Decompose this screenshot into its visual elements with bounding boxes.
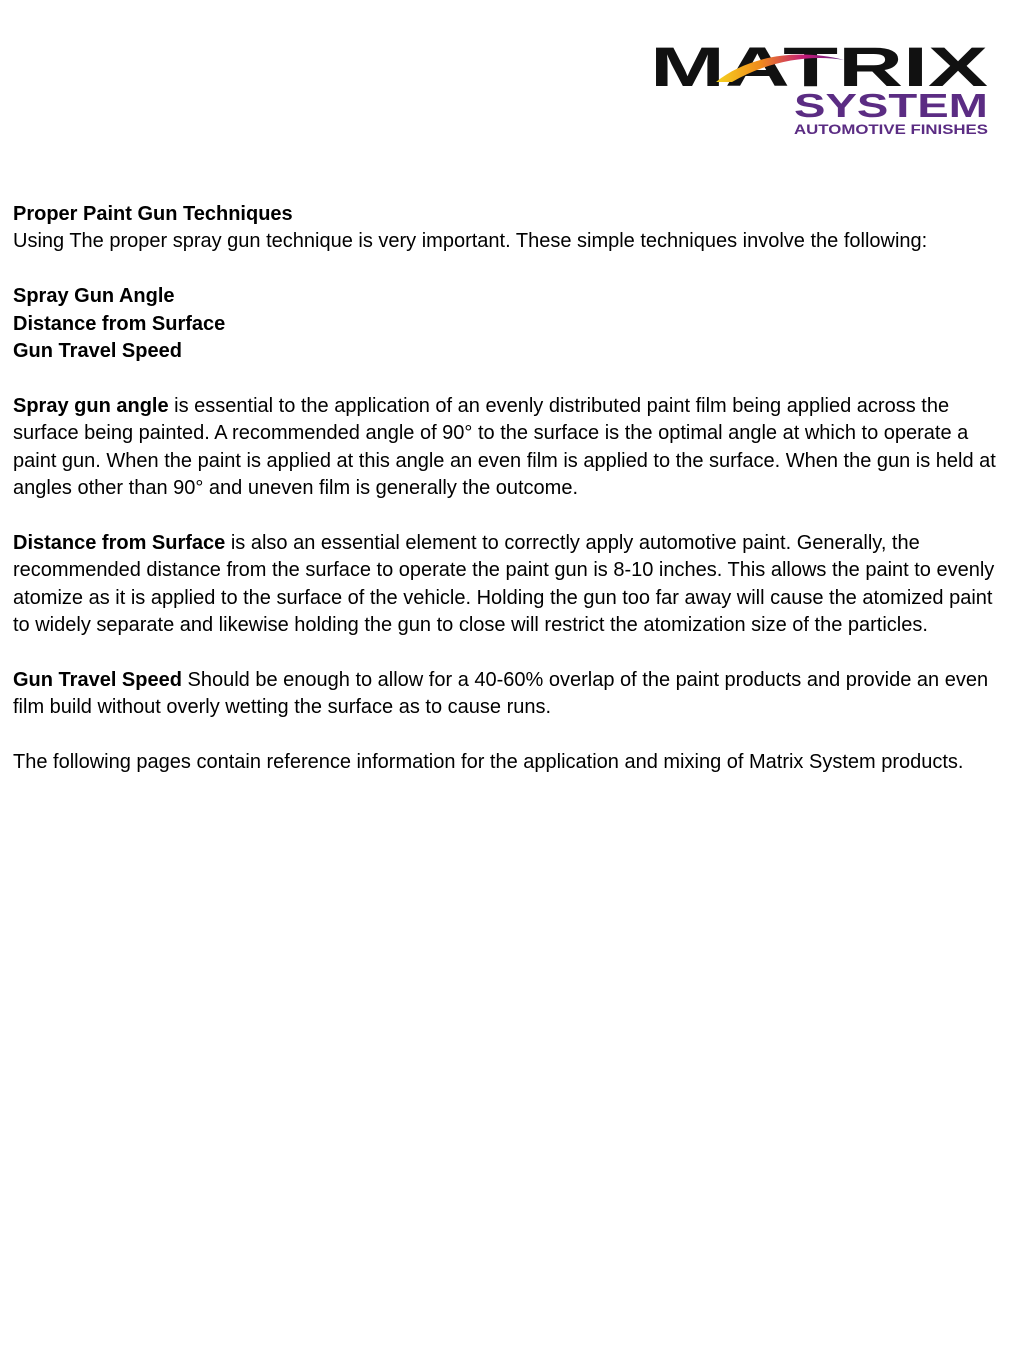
matrix-system-logo bbox=[648, 38, 992, 138]
spacer bbox=[13, 365, 1003, 392]
section-text: is also an essential element to correctly apply automotive paint. Generally, the recommended distance from the surface to operate the paint gun is 8-10 inches. This allows the paint to evenly atomize as it is applied to the surface of the vehicle. Holding the gun too far away will cause the atomized paint to widely separate and likewise holding the gun to close will restrict the atomization size of the particles. bbox=[13, 531, 995, 637]
section-text: Should be enough to allow for a 40-60% overlap of the paint products and provide an even film build without overly wetting the surface as to cause runs. bbox=[13, 668, 989, 719]
section-term: Gun Travel Speed bbox=[13, 668, 182, 691]
section-spray-gun-angle bbox=[13, 393, 1003, 503]
technique-list-item: Distance from Surface bbox=[13, 312, 226, 335]
spacer bbox=[13, 502, 1003, 529]
document-title: Proper Paint Gun Techniques bbox=[13, 203, 293, 225]
technique-list-item: Spray Gun Angle bbox=[13, 285, 175, 308]
section-gun-travel-speed bbox=[13, 667, 1003, 722]
document-body bbox=[13, 201, 1003, 776]
section-distance-from-surface bbox=[13, 530, 1003, 640]
logo-tagline: AUTOMOTIVE FINISHES bbox=[794, 121, 988, 137]
spacer bbox=[13, 256, 1003, 283]
logo-wordmark-system: SYSTEM bbox=[794, 87, 988, 124]
section-term: Distance from Surface bbox=[13, 531, 226, 554]
spacer bbox=[13, 722, 1003, 749]
intro-paragraph: Using The proper spray gun technique is very important. These simple techniques involve the following: bbox=[13, 230, 928, 253]
section-term: Spray gun angle bbox=[13, 394, 169, 417]
technique-list-item: Gun Travel Speed bbox=[13, 340, 182, 363]
section-text: is essential to the application of an evenly distributed paint film being applied across the surface being painted. A recommended angle of 90° to the surface is the optimal angle at which to operate a paint gun. When the paint is applied at this angle an even film is applied to the surface. When the gun is held at angles other than 90° and uneven film is generally the outcome. bbox=[13, 394, 996, 500]
closing-paragraph: The following pages contain reference information for the application and mixing of Matrix System products. bbox=[13, 751, 964, 774]
spacer bbox=[13, 639, 1003, 666]
logo-wordmark-matrix: MATRIX bbox=[650, 38, 988, 98]
